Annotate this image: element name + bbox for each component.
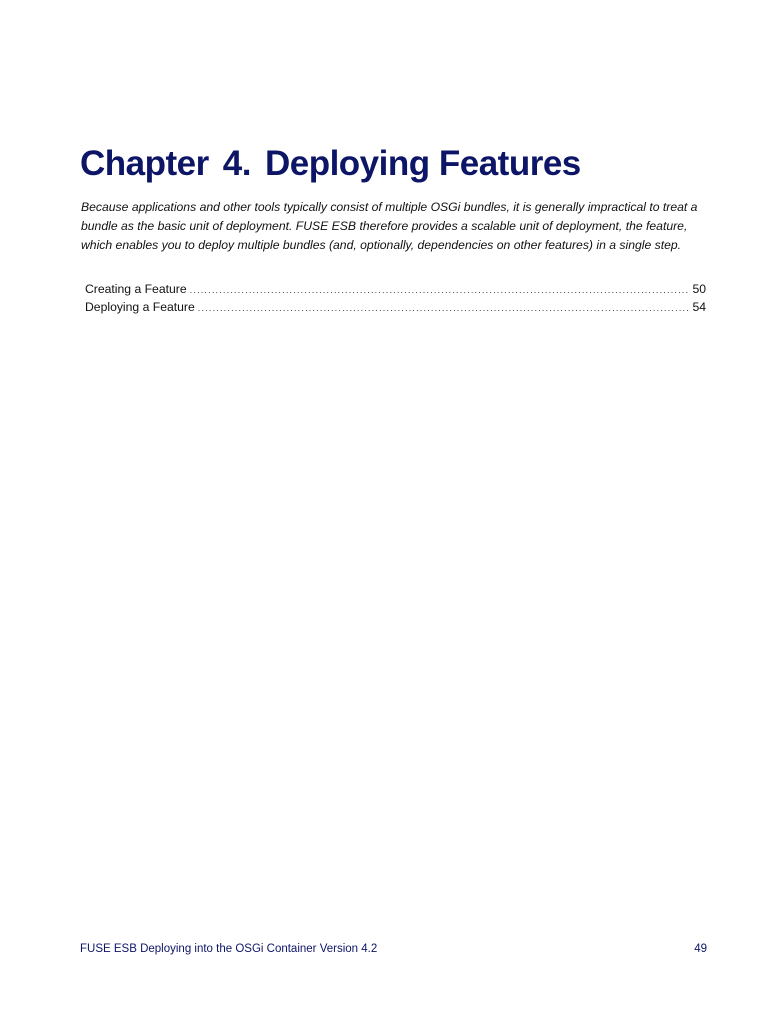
page-footer	[80, 940, 707, 958]
footer-doc-title: FUSE ESB Deploying into the OSGi Container Version 4.2	[80, 943, 378, 955]
toc-item-title: Creating a Feature	[85, 282, 187, 296]
toc-item-page: 54	[692, 300, 706, 314]
toc-dot-leader	[198, 299, 688, 317]
toc-item-title: Deploying a Feature	[85, 300, 195, 314]
toc-item-creating-a-feature[interactable]	[85, 280, 706, 298]
chapter-heading: Deploying Features	[264, 144, 581, 183]
chapter-intro: Because applications and other tools typically consist of multiple OSGi bundles, it is generally impractical to treat a bundle as the basic unit of deployment. FUSE ESB therefore provides a scalable unit of deployment, the feature, which enables you to deploy multiple bundles (and, optionally, dependencies on other features) in a single step.	[81, 200, 698, 252]
footer-page-number: 49	[694, 943, 707, 955]
table-of-contents	[85, 280, 706, 316]
toc-item-deploying-a-feature[interactable]	[85, 298, 706, 316]
toc-dot-leader	[190, 281, 688, 299]
toc-item-page: 50	[692, 282, 706, 296]
chapter-number: 4.	[222, 144, 251, 183]
chapter-label: Chapter	[80, 144, 209, 183]
chapter-title	[80, 140, 581, 188]
